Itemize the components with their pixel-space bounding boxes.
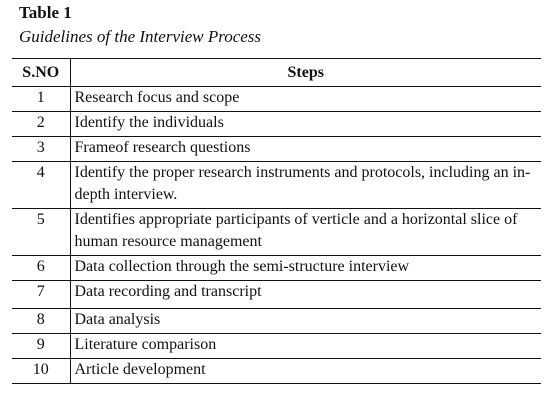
row-step: Identify the proper research instruments and protocols, including an in-depth interview.	[70, 162, 541, 209]
table-row	[12, 359, 541, 384]
row-step: Literature comparison	[70, 334, 541, 359]
guidelines-table	[12, 58, 541, 384]
table-row	[12, 309, 541, 334]
row-step: Data collection through the semi-structure interview	[70, 256, 541, 281]
row-step: Identifies appropriate participants of verticle and a horizontal slice of human resource management	[70, 209, 541, 256]
row-number: 8	[12, 309, 70, 334]
row-step: Identify the individuals	[70, 112, 541, 137]
table-row	[12, 112, 541, 137]
table-row	[12, 334, 541, 359]
table-row	[12, 87, 541, 112]
row-number: 5	[12, 209, 70, 256]
row-step: Data analysis	[70, 309, 541, 334]
table-row	[12, 162, 541, 209]
row-number: 9	[12, 334, 70, 359]
table-row	[12, 256, 541, 281]
row-step: Frameof research questions	[70, 137, 541, 162]
table-row	[12, 137, 541, 162]
row-number: 7	[12, 281, 70, 309]
row-number: 3	[12, 137, 70, 162]
row-step: Article development	[70, 359, 541, 384]
table-label: Table 1	[19, 3, 72, 22]
row-number: 4	[12, 162, 70, 209]
row-number: 10	[12, 359, 70, 384]
column-header-sno: S.NO	[12, 59, 70, 87]
row-number: 6	[12, 256, 70, 281]
table-header-row	[12, 59, 541, 87]
column-header-steps: Steps	[70, 59, 541, 87]
row-number: 2	[12, 112, 70, 137]
table-row	[12, 281, 541, 309]
row-step: Data recording and transcript	[70, 281, 541, 309]
row-step: Research focus and scope	[70, 87, 541, 112]
row-number: 1	[12, 87, 70, 112]
table-row	[12, 209, 541, 256]
table-caption: Guidelines of the Interview Process	[19, 27, 262, 46]
